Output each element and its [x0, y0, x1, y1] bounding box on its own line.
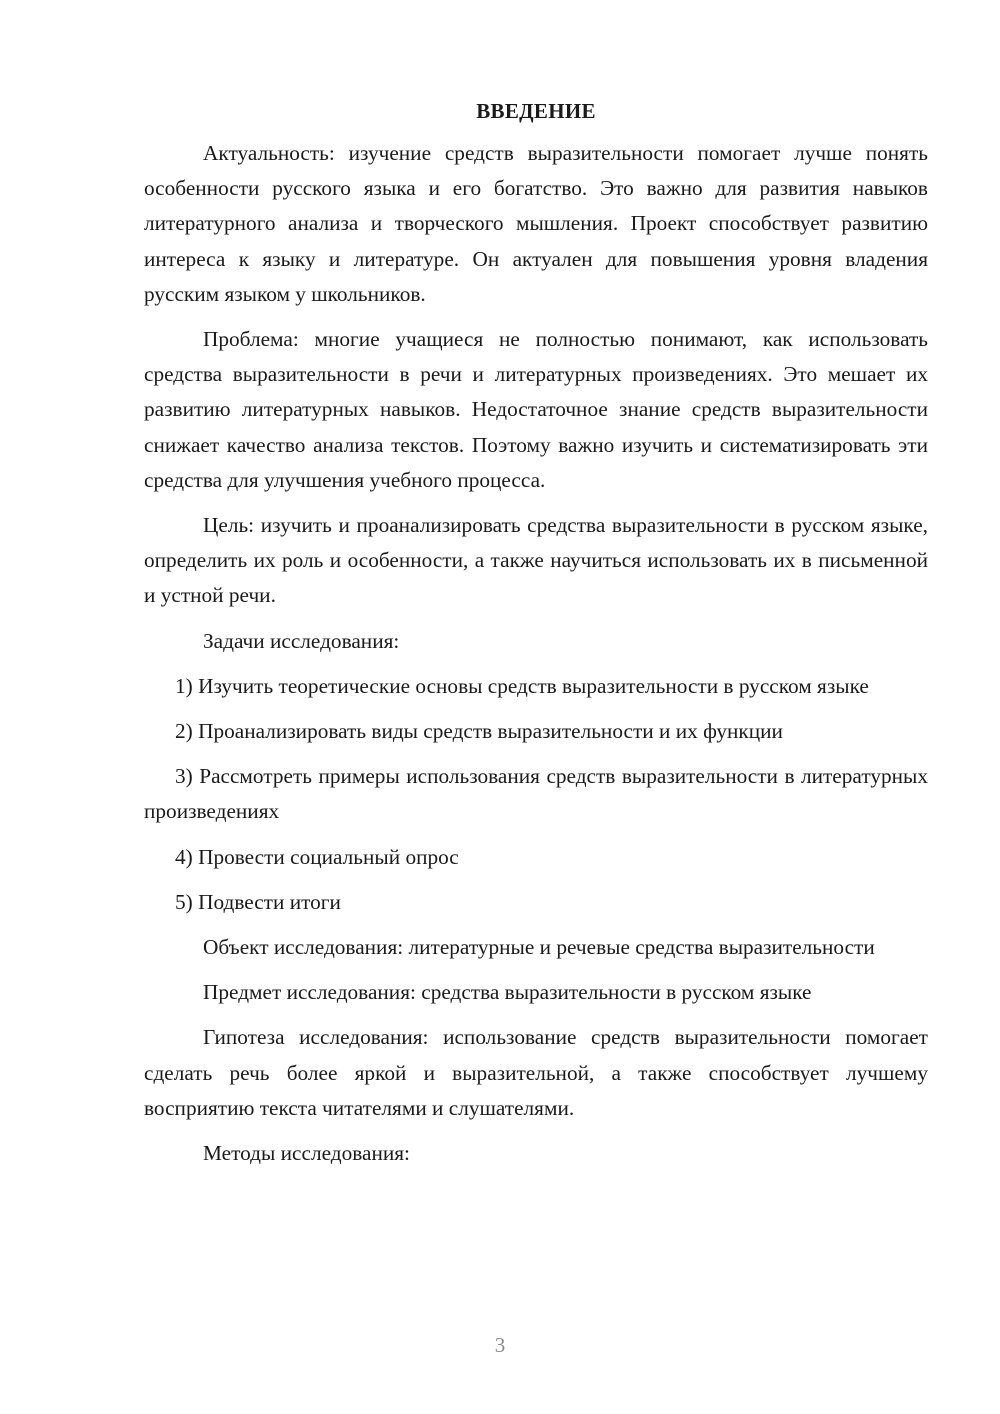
task-item-4: 4) Провести социальный опрос	[175, 844, 459, 869]
task-item-1: 1) Изучить теоретические основы средств выразительности в русском языке	[175, 673, 869, 698]
page-number: 3	[494, 1333, 506, 1357]
task-item-3: 3) Рассмотреть примеры использования средств выразительности в литературных произведениях	[144, 764, 928, 824]
paragraph-hypothesis: Гипотеза исследования: использование средств выразительности помогает сделать речь более яркой и выразительной, а также способствует лучшему восприятию текста читателями и слушателями.	[144, 1025, 928, 1120]
page-content	[144, 96, 928, 1181]
methods-heading: Методы исследования:	[203, 1141, 410, 1166]
paragraph-object: Объект исследования: литературные и речевые средства выразительности	[203, 935, 875, 960]
paragraph-subject: Предмет исследования: средства выразительности в русском языке	[203, 980, 812, 1005]
page-title: ВВЕДЕНИЕ	[476, 99, 596, 123]
paragraph-actuality: Актуальность: изучение средств выразительности помогает лучше понять особенности русского языка и его богатство. Это важно для развития навыков литературного анализа и творческого мышления. Проект способствует развитию интереса к языку и литературе. Он актуален для повышения уровня владения русским языком у школьников.	[144, 141, 928, 306]
paragraph-goal: Цель: изучить и проанализировать средства выразительности в русском языке, определить их роль и особенности, а также научиться использовать их в письменной и устной речи.	[144, 513, 928, 608]
paragraph-problem: Проблема: многие учащиеся не полностью понимают, как использовать средства выразительности в речи и литературных произведениях. Это мешает их развитию литературных навыков. Недостаточное знание средств выразительности снижает качество анализа текстов. Поэтому важно изучить и систематизировать эти средства для улучшения учебного процесса.	[144, 327, 928, 492]
task-item-5: 5) Подвести итоги	[175, 889, 341, 914]
task-item-2: 2) Проанализировать виды средств выразительности и их функции	[175, 719, 783, 744]
tasks-heading: Задачи исследования:	[203, 628, 400, 653]
